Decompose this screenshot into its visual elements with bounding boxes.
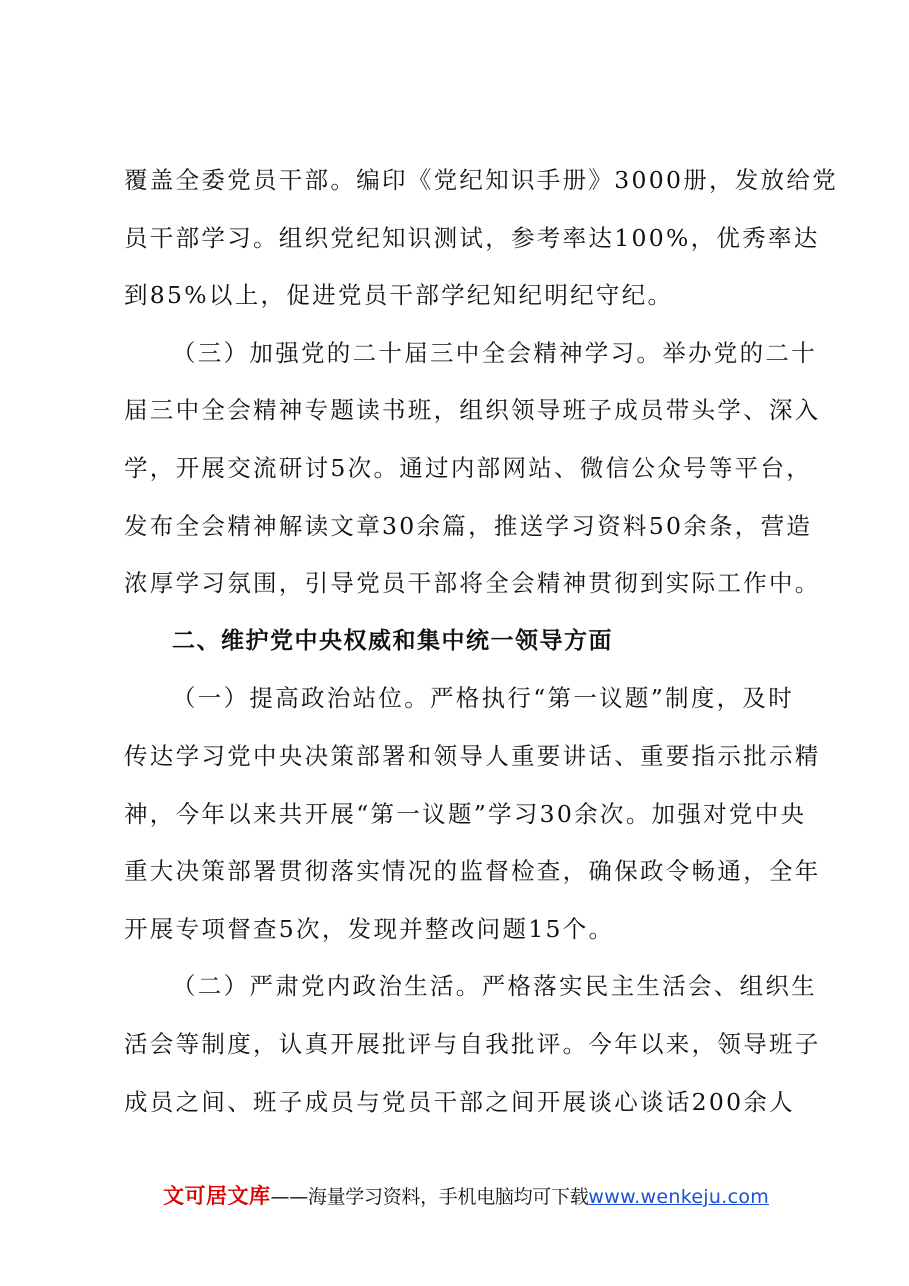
paragraph-section-one — [124, 670, 821, 958]
text-line: （三）加强党的二十届三中全会精神学习。举办党的二十 — [172, 338, 817, 367]
text-line: （二）严肃党内政治生活。严格落实民主生活会、组织生 — [172, 972, 817, 1001]
text-line: 浓厚学习氛围，引导党员干部将全会精神贯彻到实际工作中。 — [124, 569, 821, 598]
footer-website-link[interactable]: www.wenkeju.com — [588, 1186, 770, 1208]
text-line: 成员之间、班子成员与党员干部之间开展谈心谈话200余人 — [124, 1087, 795, 1116]
text-line: （一）提高政治站位。严格执行“第一议题”制度，及时 — [172, 684, 795, 713]
text-line: 活会等制度，认真开展批评与自我批评。今年以来，领导班子 — [124, 1029, 821, 1058]
text-line: 发布全会精神解读文章30余篇，推送学习资料50余条，营造 — [124, 511, 813, 540]
paragraph-section-three — [124, 325, 821, 613]
text-line: 覆盖全委党员干部。编印《党纪知识手册》3000册，发放给党 — [124, 166, 839, 194]
text-line: 重大决策部署贯彻落实情况的监督检查，确保政令畅通，全年 — [124, 857, 821, 886]
text-line: 传达学习党中央决策部署和领导人重要讲话、重要指示批示精 — [124, 741, 821, 770]
text-line: 神，今年以来共开展“第一议题”学习30余次。加强对党中央 — [124, 799, 807, 828]
text-line: 员干部学习。组织党纪知识测试，参考率达100%，优秀率达 — [124, 223, 820, 252]
section-heading: 二、维护党中央权威和集中统一领导方面 — [172, 627, 613, 654]
page-footer — [163, 1181, 769, 1211]
text-line: 学，开展交流研讨5次。通过内部网站、微信公众号等平台， — [124, 453, 813, 482]
text-line: 到85%以上，促进党员干部学纪知纪明纪守纪。 — [124, 281, 674, 310]
paragraph-section-two — [124, 958, 821, 1131]
document-body — [124, 152, 839, 1131]
footer-tagline: ——海量学习资料，手机电脑均可下载 — [270, 1186, 589, 1208]
paragraph-continuation — [124, 152, 839, 325]
footer-brand: 文可居文库 — [163, 1184, 271, 1208]
text-line: 开展专项督查5次，发现并整改问题15个。 — [124, 914, 615, 943]
text-line: 届三中全会精神专题读书班，组织领导班子成员带头学、深入 — [124, 396, 821, 425]
